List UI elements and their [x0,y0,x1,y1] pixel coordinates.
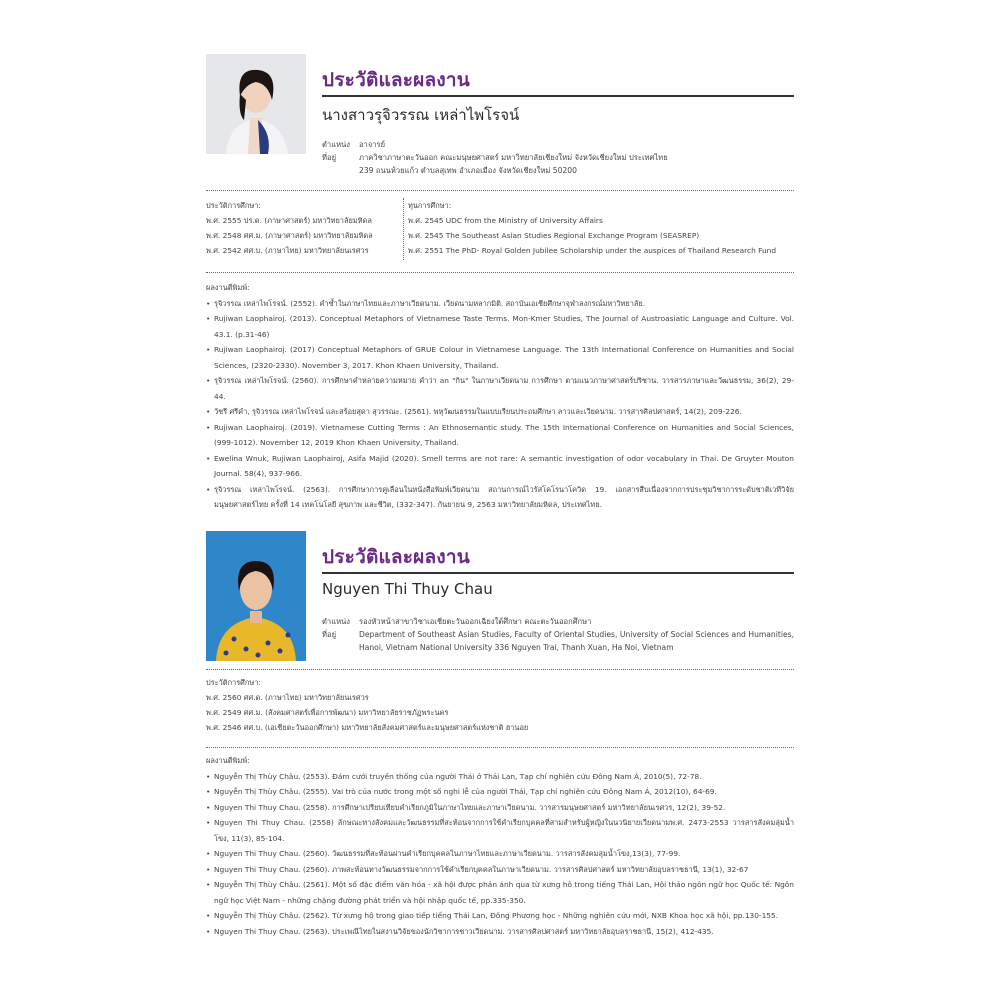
publication-item: • Rujiwan Laophairoj. (2017) Conceptual Metaphors of GRUE Colour in Vietnamese Language. The 13th International Conference on Humanities and Social Sciences, (2320-2330). November 3, 2017. Khon Khaen University, Thailand. [206,342,794,373]
position-value: อาจารย์ [359,140,386,149]
publications-heading: ผลงานตีพิมพ์: [206,756,250,765]
divider [206,747,794,748]
publication-item: • Nguyen Thi Thuy Chau. (2558) ลักษณะทางสังคมและวัฒนธรรมที่สะท้อนจากการใช้คำเรียกบุคคลที่สามสำหรับผู้หญิงในนวนิยายเวียดนามพ.ศ. 2473-2553 วารสารสังคมลุ่มน้ำโขง, 11(3), 85-104. [206,815,794,846]
education-item: พ.ศ. 2546 ศศ.บ. (เอเชียตะวันออกศึกษา) มหาวิทยาลัยสังคมศาสตร์และมนุษยศาสตร์แห่งชาติ ฮานอย [206,723,529,732]
address-line: ภาควิชาภาษาตะวันออก คณะมนุษยศาสตร์ มหาวิทยาลัยเชียงใหม่ จังหวัดเชียงใหม่ ประเทศไทย [359,153,668,162]
profile-1 [206,54,794,524]
publication-item: • Nguyễn Thị Thùy Châu. (2562). Từ xưng hô trong giao tiếp tiếng Thái Lan, Đông Phương học - Những nghiên cứu mới, NXB Khoa học xã hội, pp.130-155. [206,908,794,924]
divider [206,272,794,273]
scholarship-item: พ.ศ. 2545 UDC from the Ministry of University Affairs [408,216,603,225]
publication-item: • วัชรี ศรีคำ, รุจิวรรณ เหล่าไพโรจน์ และสร้อยสุดา สุวรรณะ. (2561). พหุวัฒนธรรมในแบบเรียนประถมศึกษา ลาวและเวียดนาม. วารสารศิลปศาสตร์, 14(2), 209-226. [206,404,794,420]
position-value: รองหัวหน้าสาขาวิชาเอเชียตะวันออกเฉียงใต้ศึกษา คณะตะวันออกศึกษา [359,617,592,626]
education-item: พ.ศ. 2548 ศศ.ม. (ภาษาศาสตร์) มหาวิทยาลัยมหิดล [206,231,373,240]
publications [206,753,794,939]
address-line: Department of Southeast Asian Studies, Faculty of Oriental Studies, University of Social Sciences and Humanities, Hanoi, Vietnam National University 336 Nguyen Trai, Thanh Xuan, Ha Noi, Vietnam [359,630,794,652]
address-label: ที่อยู่ [322,153,337,162]
publication-item: • รุจิวรรณ เหล่าไพโรจน์. (2563). การศึกษาการคู่เลือนในหนังสือพิมพ์เวียดนาม สถานการณ์ไวรัสโคโรนาโควิด 19. เอกสารสืบเนื่องจากการประชุมวิชาการระดับชาติเวทีวิจัยมนุษยศาสตร์ไทย ครั้งที่ 14 เทคโนโลยี สุขภาพ และชีวิต, (332-347). กันยายน 9, 2563 มหาวิทยาลัยมหิดล, ประเทศไทย. [206,482,794,513]
person-name: นางสาวรุจิวรรณ เหล่าไพโรจน์ [322,106,520,124]
profile-2 [206,531,794,951]
column-divider [403,198,404,260]
publication-item: • Nguyen Thi Thuy Chau. (2560). ภาพสะท้อนทางวัฒนธรรมจากการใช้คำเรียกบุคคลในภาษาเวียดนาม. วารสารศิลปศาสตร์ มหาวิทยาลัยอุบลราชธานี, 13(1), 32-67 [206,862,794,878]
education-heading: ประวัติการศึกษา: [206,678,261,687]
position-label: ตำแหน่ง [322,140,350,149]
scholarship-block [408,198,794,258]
publication-item: • Nguyễn Thị Thùy Châu. (2561). Một số đặc điểm văn hóa - xã hội được phản ánh qua từ xưng hô trong tiếng Thái Lan, Hội thảo ngôn ngữ học Quốc tế: Ngôn ngữ học Việt Nam - những chặng đường phát triển và hội nhập quốc tế, pp.335-350. [206,877,794,908]
scholarship-item: พ.ศ. 2551 The PhD- Royal Golden Jubilee Scholarship under the auspices of Thailand Research Fund [408,246,777,255]
education-item: พ.ศ. 2549 ศศ.ม. (สังคมศาสตร์เพื่อการพัฒนา) มหาวิทยาลัยราชภัฏพระนคร [206,708,449,717]
contact-info [322,138,794,177]
scholarship-heading: ทุนการศึกษา: [408,201,452,210]
education-heading: ประวัติการศึกษา: [206,201,261,210]
publication-item: • Nguyễn Thị Thùy Châu. (2553). Đám cưới truyền thống của người Thái ở Thái Lan, Tạp chí nghiên cứu Đông Nam Á, 2010(5), 72-78. [206,769,794,785]
scholarship-item: พ.ศ. 2545 The Southeast Asian Studies Regional Exchange Program (SEASREP) [408,231,700,240]
title-rule [322,572,794,574]
position-label: ตำแหน่ง [322,617,350,626]
education-item: พ.ศ. 2555 ปร.ด. (ภาษาศาสตร์) มหาวิทยาลัยมหิดล [206,216,372,225]
publication-item: • รุจิวรรณ เหล่าไพโรจน์. (2552). คำซ้ำในภาษาไทยและภาษาเวียดนาม. เวียดนามหลากมิติ. สถาบันเอเชียศึกษาจุฬาลงกรณ์มหาวิทยาลัย. [206,296,794,312]
title-rule [322,95,794,97]
address-label: ที่อยู่ [322,630,337,639]
publication-item: • รุจิวรรณ เหล่าไพโรจน์. (2560). การศึกษาคำหลายความหมาย คำว่า an "กิน" ในภาษาเวียดนาม การศึกษา ตามแนวภาษาศาสตร์ปริชาน. วารสารภาษาและวัฒนธรรม, 36(2), 29-44. [206,373,794,404]
portrait-photo [206,54,306,154]
education-block [206,675,794,735]
education-block [206,198,398,258]
publication-item: • Nguyen Thi Thuy Chau. (2560). วัฒนธรรมที่สะท้อนผ่านคำเรียกบุคคลในภาษาไทยและภาษาเวียดนาม. วารสารสังคมลุ่มน้ำโขง,13(3), 77-99. [206,846,794,862]
education-item: พ.ศ. 2560 ศศ.ด. (ภาษาไทย) มหาวิทยาลัยนเรศวร [206,693,369,702]
publication-item: • Ewelina Wnuk, Rujiwan Laophairoj, Asifa Majid (2020). Smell terms are not rare: A semantic investigation of odor vocabulary in Thai. De Gruyter Mouton Journal. 58(4), 937-966. [206,451,794,482]
address-line: 239 ถนนห้วยแก้ว ตำบลสุเทพ อำเภอเมือง จังหวัดเชียงใหม่ 50200 [359,166,577,175]
section-title: ประวัติและผลงาน [322,69,470,91]
portrait-photo [206,531,306,661]
section-title: ประวัติและผลงาน [322,546,470,568]
publication-item: • Rujiwan Laophairoj. (2013). Conceptual Metaphors of Vietnamese Taste Terms. Mon-Kmer Studies, The Journal of Austroasiatic Language and Culture. Vol. 43.1. (p.31-46) [206,311,794,342]
publication-item: • Nguyễn Thị Thùy Châu. (2555). Vai trò của nước trong một số nghi lễ của người Thái, Tạp chí nghiên cứu Đông Nam Á, 2012(10), 64-69. [206,784,794,800]
publications-heading: ผลงานตีพิมพ์: [206,283,250,292]
divider [206,190,794,191]
publications [206,280,794,513]
publication-item: • Nguyen Thi Thuy Chau. (2558). การศึกษาเปรียบเทียบคำเรียกภูมิในภาษาไทยและภาษาเวียดนาม. วารสารมนุษยศาสตร์ มหาวิทยาลัยนเรศวร, 12(2), 39-52. [206,800,794,816]
divider [206,669,794,670]
contact-info [322,615,794,654]
publication-item: • Rujiwan Laophairoj. (2019). Vietnamese Cutting Terms : An Ethnosemantic study. The 15th International Conference on Humanities and Social Sciences, (999-1012). November 12, 2019 Khon Khaen University, Thailand. [206,420,794,451]
education-item: พ.ศ. 2542 ศศ.บ. (ภาษาไทย) มหาวิทยาลัยนเรศวร [206,246,369,255]
person-name: Nguyen Thi Thuy Chau [322,580,493,598]
publication-item: • Nguyen Thi Thuy Chau. (2563). ประเพณีไทยในสงานวิจัยของนักวิชาการชาวเวียดนาม. วารสารศิลปศาสตร์ มหาวิทยาลัยอุบลราชธานี, 15(2), 412-435. [206,924,794,940]
